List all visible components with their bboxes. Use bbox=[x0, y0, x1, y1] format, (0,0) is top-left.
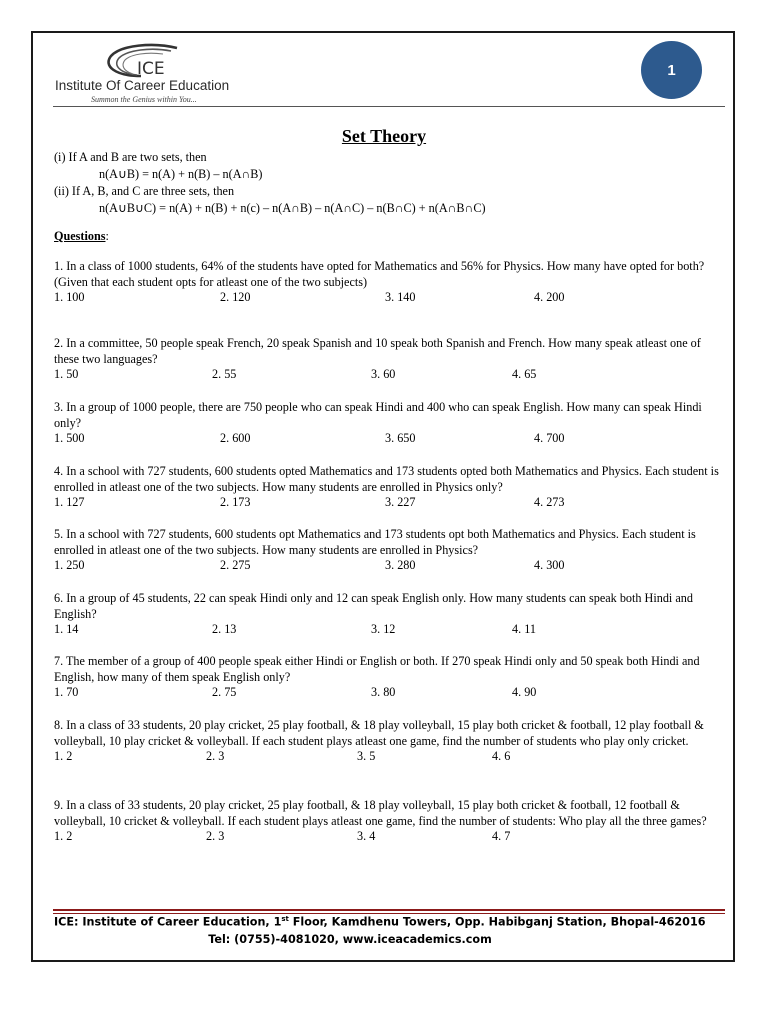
option-1: 1. 50 bbox=[54, 367, 79, 381]
option-3: 3. 5 bbox=[357, 749, 376, 763]
formula-line-3: (ii) If A, B, and C are three sets, then bbox=[54, 184, 235, 198]
ice-logo bbox=[53, 42, 253, 104]
question-3 bbox=[54, 400, 722, 447]
option-3: 3. 280 bbox=[385, 558, 416, 572]
answer-options bbox=[54, 685, 722, 701]
option-1: 1. 250 bbox=[54, 558, 85, 572]
option-1: 1. 2 bbox=[54, 749, 73, 763]
option-2: 2. 275 bbox=[220, 558, 251, 572]
question-7 bbox=[54, 654, 722, 701]
question-stem: 2. In a committee, 50 people speak French, 20 speak Spanish and 10 speak both Spanish and French. How many speak atleast one of these two languages? bbox=[54, 336, 701, 366]
option-2: 2. 3 bbox=[206, 749, 225, 763]
question-2 bbox=[54, 336, 722, 383]
footer-address-sup: st bbox=[281, 915, 289, 923]
question-1 bbox=[54, 259, 722, 306]
option-2: 2. 13 bbox=[212, 622, 237, 636]
option-4: 4. 200 bbox=[534, 290, 565, 304]
question-stem: 9. In a class of 33 students, 20 play cricket, 25 play football, & 18 play volleyball, 15 play both cricket & football, 12 football & volleyball, 10 cricket & volleyball. If each student plays atleast one game, find the number of students: Who play all the three games? bbox=[54, 798, 707, 828]
question-stem: 1. In a class of 1000 students, 64% of the students have opted for Mathematics and 56% for Physics. How many have opted for both? (Given that each student opts for atleast one of the two subjects) bbox=[54, 259, 705, 289]
option-4: 4. 11 bbox=[512, 622, 536, 636]
option-2: 2. 600 bbox=[220, 431, 251, 445]
option-2: 2. 173 bbox=[220, 495, 251, 509]
page-title: Set Theory bbox=[341, 126, 427, 146]
option-4: 4. 300 bbox=[534, 558, 565, 572]
option-1: 1. 500 bbox=[54, 431, 85, 445]
option-2: 2. 55 bbox=[212, 367, 237, 381]
option-2: 2. 3 bbox=[206, 829, 225, 843]
question-8 bbox=[54, 718, 722, 765]
option-2: 2. 120 bbox=[220, 290, 251, 304]
option-2: 2. 75 bbox=[212, 685, 237, 699]
option-4: 4. 273 bbox=[534, 495, 565, 509]
page-number-badge: 1 bbox=[641, 41, 702, 99]
question-9 bbox=[54, 798, 722, 845]
answer-options bbox=[54, 290, 722, 306]
footer-address-suffix: Floor, Kamdhenu Towers, Opp. Habibganj Station, Bhopal-462016 bbox=[288, 915, 706, 929]
formula-block bbox=[54, 149, 486, 217]
option-1: 1. 70 bbox=[54, 685, 79, 699]
question-stem: 4. In a school with 727 students, 600 students opted Mathematics and 173 students opted both Mathematics and Physics. Each student is enrolled in atleast one of the two subjects. How many students are enrolled in Physics only? bbox=[54, 464, 719, 494]
institute-name: Institute Of Career Education bbox=[55, 78, 230, 93]
question-stem: 5. In a school with 727 students, 600 students opt Mathematics and 173 students opt both Mathematics and Physics. Each student is enrolled in atleast one of the two subjects. How many students are enrolled in Physics? bbox=[54, 527, 696, 557]
option-4: 4. 65 bbox=[512, 367, 537, 381]
question-5 bbox=[54, 527, 722, 574]
option-3: 3. 60 bbox=[371, 367, 396, 381]
question-stem: 7. The member of a group of 400 people speak either Hindi or English or both. If 270 speak Hindi only and 50 speak both Hindi and English, how many of them speak English only? bbox=[54, 654, 700, 684]
footer-address bbox=[54, 915, 706, 929]
questions-heading-text: Questions bbox=[54, 229, 106, 243]
answer-options bbox=[54, 749, 722, 765]
formula-line-1: (i) If A and B are two sets, then bbox=[54, 150, 207, 164]
option-3: 3. 80 bbox=[371, 685, 396, 699]
option-4: 4. 7 bbox=[492, 829, 511, 843]
questions-heading bbox=[54, 229, 109, 244]
option-3: 3. 227 bbox=[385, 495, 416, 509]
formula-line-2: n(A∪B) = n(A) + n(B) – n(A∩B) bbox=[99, 167, 263, 181]
option-3: 3. 650 bbox=[385, 431, 416, 445]
option-3: 3. 12 bbox=[371, 622, 396, 636]
answer-options bbox=[54, 495, 722, 511]
option-3: 3. 4 bbox=[357, 829, 376, 843]
option-1: 1. 100 bbox=[54, 290, 85, 304]
footer-divider-thin bbox=[53, 913, 725, 914]
option-4: 4. 700 bbox=[534, 431, 565, 445]
question-6 bbox=[54, 591, 722, 638]
answer-options bbox=[54, 367, 722, 383]
answer-options bbox=[54, 829, 722, 845]
institute-tagline: Summon the Genius within You... bbox=[91, 95, 197, 104]
option-3: 3. 140 bbox=[385, 290, 416, 304]
footer-address-prefix: ICE: Institute of Career Education, 1 bbox=[54, 915, 282, 929]
question-stem: 3. In a group of 1000 people, there are 750 people who can speak Hindi and 400 who can speak English. How many can speak Hindi only? bbox=[54, 400, 702, 430]
option-4: 4. 90 bbox=[512, 685, 537, 699]
svg-text:ICE: ICE bbox=[137, 59, 165, 79]
answer-options bbox=[54, 558, 722, 574]
option-1: 1. 2 bbox=[54, 829, 73, 843]
questions-heading-colon: : bbox=[105, 229, 109, 243]
formula-line-4: n(A∪B∪C) = n(A) + n(B) + n(c) – n(A∩B) – n(A∩C) – n(B∩C) + n(A∩B∩C) bbox=[99, 201, 486, 215]
option-4: 4. 6 bbox=[492, 749, 511, 763]
footer-divider bbox=[53, 909, 725, 911]
question-stem: 6. In a group of 45 students, 22 can speak Hindi only and 12 can speak English only. How many students can speak both Hindi and English? bbox=[54, 591, 693, 621]
option-1: 1. 127 bbox=[54, 495, 85, 509]
question-4 bbox=[54, 464, 722, 511]
question-stem: 8. In a class of 33 students, 20 play cricket, 25 play football, & 18 play volleyball, 15 play both cricket & football, 12 play football & volleyball, 10 play cricket & volleyball. If each student plays atleast one game, find the number of students who play only cricket. bbox=[54, 718, 704, 748]
header-divider bbox=[53, 106, 725, 107]
answer-options bbox=[54, 431, 722, 447]
answer-options bbox=[54, 622, 722, 638]
footer-contact: Tel: (0755)-4081020, www.iceacademics.com bbox=[208, 933, 492, 946]
option-1: 1. 14 bbox=[54, 622, 79, 636]
